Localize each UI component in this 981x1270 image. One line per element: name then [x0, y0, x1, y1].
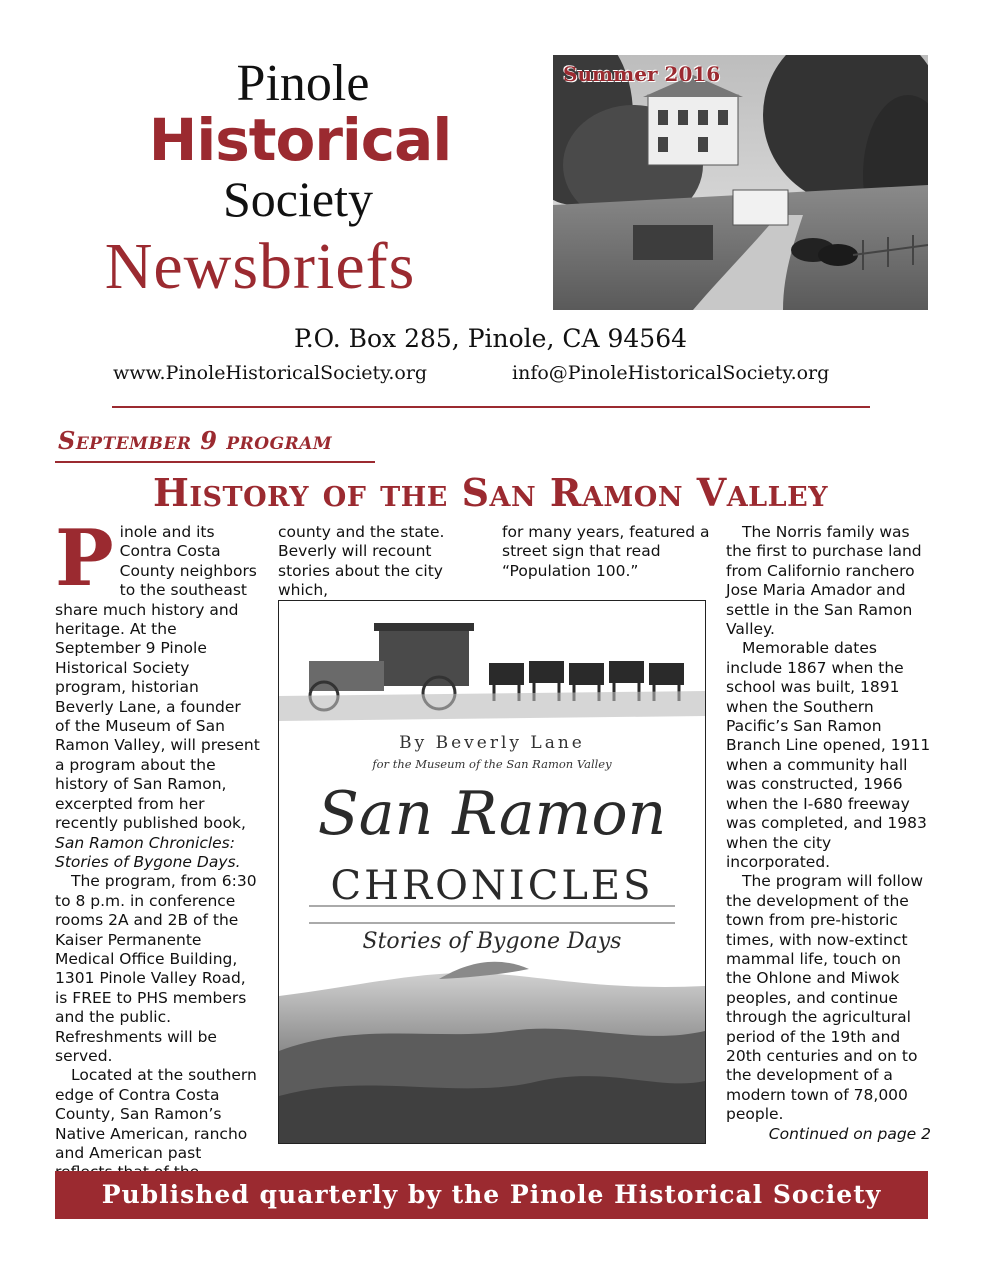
- book-author: By Beverly Lane: [399, 733, 585, 753]
- farmhouse-photo: [553, 55, 928, 310]
- article-headline: History of the San Ramon Valley: [153, 470, 828, 515]
- col4-paragraph-2: Memorable dates include 1867 when the school was built, 1891 when the Southern Pacific’s San Ramon Branch Line opened, 1911 when a community hall was constructed, 1966 when the I-680 freeway was completed, and 1983 when the city incorporated.: [726, 639, 931, 871]
- article-column-3: [502, 523, 712, 581]
- book-for-line: for the Museum of the San Ramon Valley: [372, 757, 612, 771]
- book-cover-image: [278, 600, 706, 1144]
- issue-season: Summer 2016: [563, 62, 721, 86]
- book-title-chronicles: CHRONICLES: [330, 863, 654, 909]
- article-column-1: [55, 513, 260, 1183]
- col2-paragraph: county and the state. Beverly will recount stories about the city which,: [278, 523, 445, 600]
- col4-paragraph-3: The program will follow the development of the town from pre-historic times, with now-extinct mammal life, touch on the Ohlone and Miwok peoples, and continue through the agricultural period of the 19th and 20th centuries and on to the development of a modern town of 78,000 people.: [726, 872, 924, 1124]
- masthead-pinole: Pinole: [236, 55, 370, 112]
- article-column-4: [726, 523, 931, 1144]
- book-subtitle: Stories of Bygone Days: [362, 929, 622, 954]
- kicker-underline: [55, 461, 375, 463]
- masthead-society: Society: [223, 171, 373, 227]
- farmhouse-photo-illustration: [553, 55, 928, 310]
- book-title-reference: San Ramon Chronicles: Stories of Bygone Days.: [55, 833, 241, 871]
- book-title-san-ramon: San Ramon: [317, 779, 667, 849]
- col1-paragraph-1: inole and its Contra Costa County neighbors to the southeast share much history and heritage. At the September 9 Pinole Historical Society program, historian Beverly Lane, a founder of the Museum of San Ramon Valley, will present a program about the history of San Ramon, excerpted from her recently published book,: [55, 523, 260, 833]
- email-link[interactable]: info@PinoleHistoricalSociety.org: [512, 362, 830, 384]
- col3-paragraph: for many years, featured a street sign that read “Population 100.”: [502, 523, 710, 580]
- col1-paragraph-3: Located at the southern edge of Contra Costa County, San Ramon’s Native American, rancho and American past: [55, 1066, 257, 1162]
- footer-text: Published quarterly by the Pinole Historical Society: [101, 1180, 882, 1209]
- mailing-address: P.O. Box 285, Pinole, CA 94564: [293, 324, 688, 353]
- masthead: [60, 50, 540, 310]
- drop-cap: P: [55, 513, 114, 604]
- col4-paragraph-1: The Norris family was the first to purchase land from Californio ranchero Jose Maria Amador and settle in the San Ramon Valley.: [726, 523, 922, 639]
- masthead-newsbriefs: Newsbriefs: [104, 230, 416, 303]
- col1-paragraph-2: The program, from 6:30 to 8 p.m. in conference rooms 2A and 2B of the Kaiser Permanente Medical Office Building, 1301 Pinole Valley Road, is FREE to PHS members and the public. Refreshments will be served.: [55, 872, 257, 1065]
- website-link[interactable]: www.PinoleHistoricalSociety.org: [113, 362, 428, 384]
- article-kicker: September 9 program: [58, 426, 333, 455]
- footer-banner: [55, 1171, 928, 1219]
- article-column-2: [278, 523, 488, 601]
- masthead-historical: Historical: [148, 106, 452, 174]
- continued-link[interactable]: Continued on page 2: [768, 1124, 931, 1143]
- header-divider: [112, 406, 870, 408]
